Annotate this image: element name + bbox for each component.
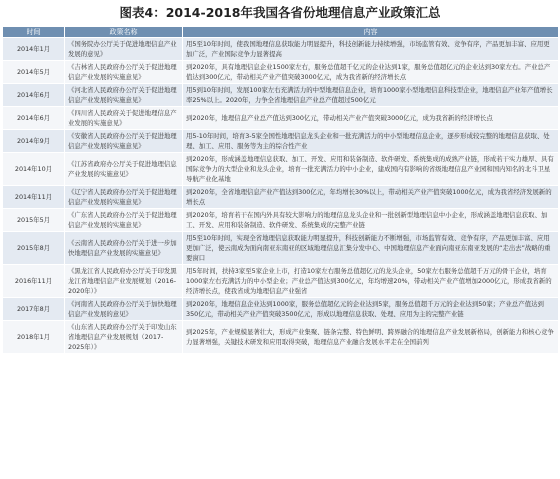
row-time: 2015年8月 [3, 232, 65, 265]
page-title: 图表4：2014-2018年我国各省份地理信息产业政策汇总 [119, 5, 441, 20]
policy-table [2, 26, 559, 354]
table-row [3, 38, 559, 61]
table-row [3, 232, 559, 265]
row-time: 2018年1月 [3, 321, 65, 354]
row-time: 2014年1月 [3, 38, 65, 61]
row-content: 到2020年，形成涵盖地理信息获取、加工、开发、应用和装备制造、软件研发、系统集成的成熟产业链，形成若干实力雄厚、具有国际竞争力的大型企业和龙头企业，培育一批充满活力的中小企业，建成国内有影响的省级地理信息产业园和国内知名的北斗卫星导航产业化基地 [183, 153, 559, 186]
row-time: 2014年9月 [3, 130, 65, 153]
row-policy-name: 《河北省人民政府办公厅关于促进地理信息产业发展的实施意见》 [65, 84, 183, 107]
table-row [3, 186, 559, 209]
row-time: 2014年5月 [3, 61, 65, 84]
table-row [3, 153, 559, 186]
row-content: 到2020年，全省地理信息产业产值达到300亿元，年均增长30%以上，带动相关产业产值突破1000亿元，成为我省经济发展新的增长点 [183, 186, 559, 209]
row-policy-name: 《云南省人民政府办公厅关于进一步加快地理信息产业发展的实施意见》 [65, 232, 183, 265]
table-row [3, 298, 559, 321]
table-row [3, 107, 559, 130]
row-policy-name: 《黑龙江省人民政府办公厅关于印发黑龙江省地理信息产业发展规划（2016-2020年）》 [65, 265, 183, 298]
header-policy-name: 政策名称 [65, 27, 183, 38]
table-row [3, 84, 559, 107]
header-time: 时间 [3, 27, 65, 38]
row-time: 2017年8月 [3, 298, 65, 321]
row-content: 用5至10年时间，使我国地理信息获取能力明显提升，科技创新能力持续增强，市场监管有效、竞争有序，产品更加丰富、应用更加广泛，产业国际竞争力显著提高 [183, 38, 559, 61]
table-row [3, 321, 559, 354]
row-content: 到2020年，地理信息企业达到1000家，服务总值超亿元的企业达到5家，服务总值超千万元的企业达到50家；产业总产值达到350亿元，带动相关产业产值突破3500亿元，形成以地理信息获取、处理、应用为主的完整产业链 [183, 298, 559, 321]
row-content: 用5年时间，扶持3家至5家企业上市，打造10家左右服务总值超亿元的龙头企业，50家左右服务总值超千万元的骨干企业，培育1000家左右充满活力的中小型企业；产业总产值达到300亿元，年均增速20%，带动相关产业产值增加2000亿元，形成我省新的经济增长点，使我省成为地理信息产业强省 [183, 265, 559, 298]
row-time: 2014年10月 [3, 153, 65, 186]
table-row [3, 265, 559, 298]
row-time: 2016年11月 [3, 265, 65, 298]
row-time: 2015年5月 [3, 209, 65, 232]
row-content: 到2025年，产业规模显著壮大，形成产业集聚、链条完整、特色鲜明、跨界融合的地理信息产业发展新格局，创新能力和核心竞争力显著增强，关键技术研发和应用取得突破，地理信息产业融合发展水平走在全国前列 [183, 321, 559, 354]
row-policy-name: 《山东省人民政府办公厅关于印发山东省地理信息产业发展规划（2017-2025年）》 [65, 321, 183, 354]
row-policy-name: 《广东省人民政府办公厅关于促进地理信息产业发展的实施意见》 [65, 209, 183, 232]
table-header-row [3, 27, 559, 38]
row-policy-name: 《四川省人民政府关于促进地理信息产业发展的实施意见》 [65, 107, 183, 130]
row-policy-name: 《安徽省人民政府办公厅关于促进地理信息产业发展的实施意见》 [65, 130, 183, 153]
row-content: 用5到10年时间，发展100家左右充满活力的中型地理信息企业，培育1000家小型地理信息科技型企业，地理信息产业年产值增长率25%以上。2020年，力争全省地理信息产业总产值超过500亿元 [183, 84, 559, 107]
row-content: 用5至10年时间，实现全省地理信息获取能力明显提升，科技创新能力不断增强，市场监管有效、竞争有序，产品更加丰富、应用更加广泛，使云南成为面向南亚东南亚的区域地理信息汇集分发中心、中国地理信息产业面向南亚东南亚发展的“走出去”战略的重要窗口 [183, 232, 559, 265]
row-policy-name: 《国务院办公厅关于促进地理信息产业发展的意见》 [65, 38, 183, 61]
row-time: 2014年6月 [3, 84, 65, 107]
row-content: 到2020年，培育若干在国内外具有较大影响力的地理信息龙头企业和一批创新型地理信息中小企业，形成涵盖地理信息获取、加工、开发、应用和装备制造、软件研发、系统集成的完整产业链 [183, 209, 559, 232]
table-row [3, 130, 559, 153]
row-time: 2014年6月 [3, 107, 65, 130]
row-policy-name: 《辽宁省人民政府办公厅关于促进地理信息产业发展的实施意见》 [65, 186, 183, 209]
row-policy-name: 《河南省人民政府办公厅关于加快地理信息产业发展的意见》 [65, 298, 183, 321]
row-policy-name: 《江苏省政府办公厅关于促进地理信息产业发展的实施意见》 [65, 153, 183, 186]
table-row [3, 61, 559, 84]
row-policy-name: 《吉林省人民政府办公厅关于促进地理信息产业发展的实施意见》 [65, 61, 183, 84]
table-row [3, 209, 559, 232]
row-content: 到2020年，地理信息产业总产值达到300亿元，带动相关产业产值突破3000亿元，成为我省新的经济增长点 [183, 107, 559, 130]
row-content: 用5-10年时间，培育3-5家全国性地理信息龙头企业和一批充满活力的中小型地理信息企业，逐步形成较完整的地理信息获取、处理、加工、应用、服务等为主的综合性产业 [183, 130, 559, 153]
header-content: 内容 [183, 27, 559, 38]
row-time: 2014年11月 [3, 186, 65, 209]
row-content: 到2020年，具有地理信息企业1500家左右，服务总值超千亿元的企业达到1家，服务总值超亿元的企业达到30家左右。产业总产值达到300亿元，带动相关产业产值突破3000亿元，成为我省新的经济增长点 [183, 61, 559, 84]
